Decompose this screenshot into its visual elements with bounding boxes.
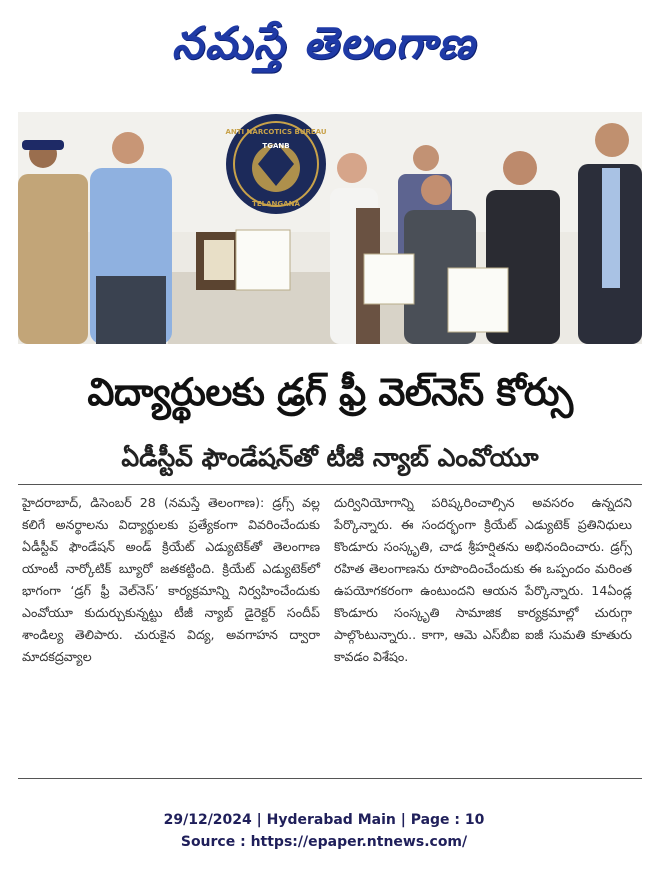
article-text-right: దుర్వినియోగాన్ని పరిష్కరించాల్సిన అవసరం ఉన్నదని పేర్కొన్నారు. ఈ సందర్భంగా క్రియేట్ ఎడ్యుటెక్ ప్రతినిధులు కొండూరు సంస్కృతి, చాడ శ్రీహర్షితను అభినందించారు. డ్రగ్స్ రహిత తెలంగాణను రూపొందించేందుకు ఈ ఒప్పందం మరింత ఉపయోగకరంగా ఉంటుందని ఆయన పేర్కొన్నారు. 14ఏండ్ల కొండూరు సంస్కృతి సామాజిక కార్యక్రమాల్లో చురుగ్గా పాల్గొంటున్నారు.. కాగా, ఆమె ఎస్‌బీఐ ఐజీ సుమతి కూతురు కావడం విశేషం. [334,495,632,664]
anb-logo [225,114,326,214]
masthead-title: నమస్తే తెలంగాణ [171,18,477,69]
footer-source: Source : https://epaper.ntnews.com/ [180,834,468,850]
article-column-right [334,492,632,668]
article-column-left [22,492,320,668]
news-photo-illustration [18,112,642,344]
news-photo [18,112,642,344]
masthead [0,6,648,92]
logo-ring-text: ANTI NARCOTICS BUREAU [225,128,327,136]
divider-bottom [18,778,642,779]
certificate-folder [196,230,290,290]
footer-dateline: 29/12/2024 | Hyderabad Main | Page : 10 [163,812,485,828]
article-text-left: హైదరాబాద్, డిసెంబర్ 28 (నమస్తే తెలంగాణ): డ్రగ్స్ వల్ల కలిగే అనర్థాలను విద్యార్థులకు ప్రత్యేకంగా వివరించేందుకు ఏడీస్టీవ్ ఫౌండేషన్ అండ్ క్రియేట్ ఎడ్యుటెక్‌తో తెలంగాణ యాంటీ నార్కోటిక్ బ్యూరో జతకట్టింది. క్రియేట్ ఎడ్యుటెక్‌లో భాగంగా ‘డ్రగ్ ఫ్రీ వెల్‌నెస్’ కార్యక్రమాన్ని నిర్వహించేందుకు ఎంవోయూ కుదుర్చుకున్నట్టు టీజీ న్యాబ్ డైరెక్టర్ సందీప్ శాండిల్య తెలిపారు. చురుకైన విద్య, అవగాహన ద్వారా మాదకద్రవ్యాల [22,495,320,664]
headline: విద్యార్థులకు డ్రగ్ ఫ్రీ వెల్‌నెస్ కోర్సు [87,370,573,414]
logo-inner-text: TGANB [262,142,290,150]
divider-top [18,484,642,485]
subheadline: ఏడీస్టీవ్ ఫౌండేషన్‌తో టీజీ న్యాబ్ ఎంవోయూ [121,443,539,472]
logo-bottom-text: TELANGANA [252,200,300,208]
